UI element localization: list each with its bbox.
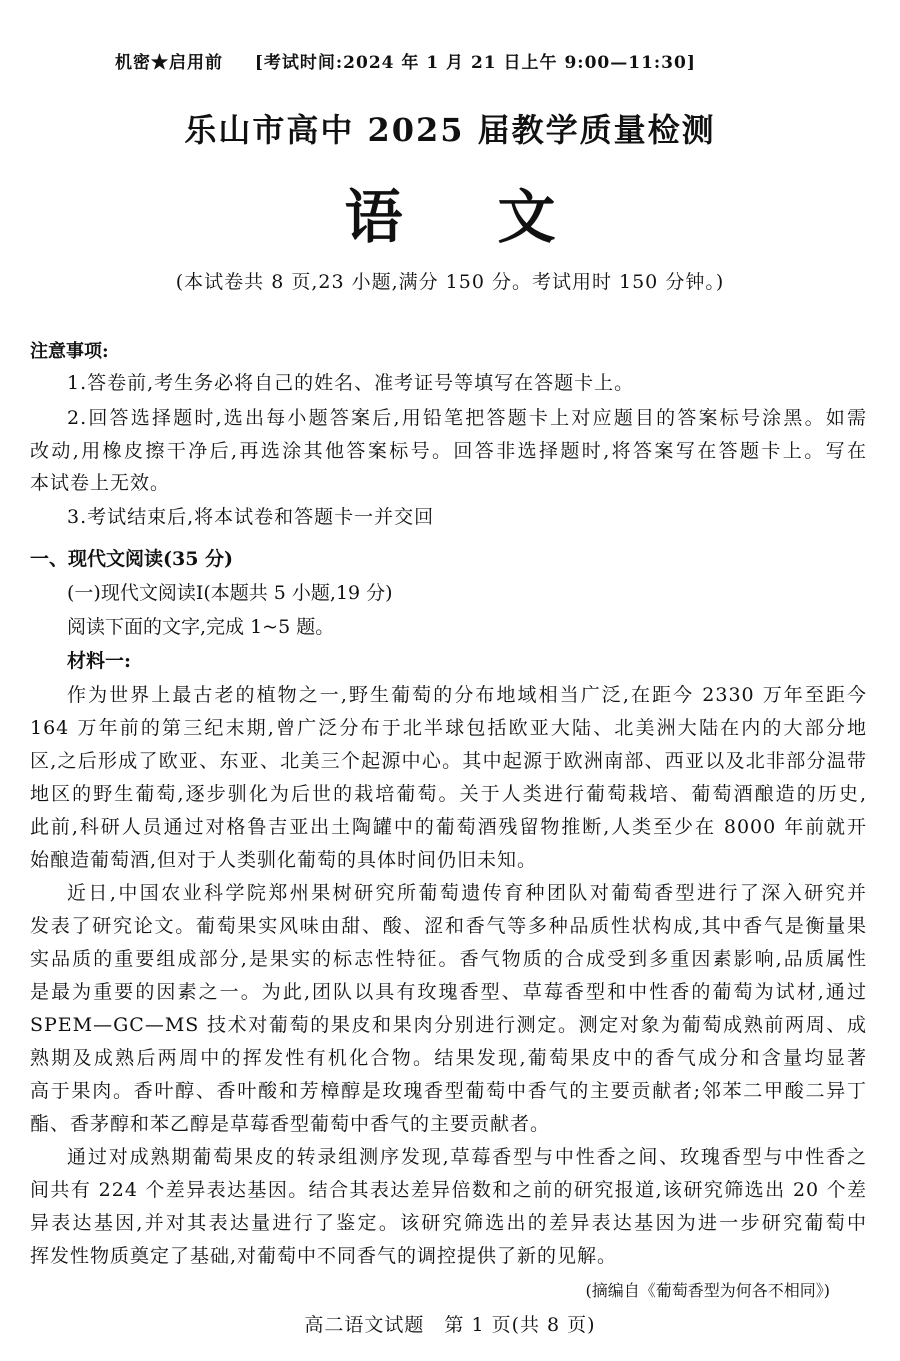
- passage-line: 熟期及成熟后两周中的挥发性有机化合物。结果发现,葡萄果皮中的香气成分和含量均显著: [30, 1047, 867, 1069]
- exam-header-line: [115, 48, 696, 73]
- passage-line: 实品质的重要组成部分,是果实的标志性特征。香气物质的合成受到多重因素影响,品质属性: [30, 948, 867, 970]
- passage-line: 地区的野生葡萄,逐步驯化为后世的栽培葡萄。关于人类进行葡萄栽培、葡萄酒酿造的历史,: [30, 783, 867, 805]
- passage-line: 通过对成熟期葡萄果皮的转录组测序发现,草莓香型与中性香之间、玫瑰香型与中性香之: [67, 1146, 867, 1168]
- notes-heading: 注意事项:: [30, 341, 109, 362]
- passage-line: 挥发性物质奠定了基础,对葡萄中不同香气的调控提供了新的见解。: [30, 1245, 618, 1267]
- passage-line: 作为世界上最古老的植物之一,野生葡萄的分布地域相当广泛,在距今 2330 万年至距今: [67, 684, 867, 706]
- passage-line: 酯、香茅醇和苯乙醇是草莓香型葡萄中香气的主要贡献者。: [30, 1113, 551, 1135]
- passage-line: 164 万年前的第三纪末期,曾广泛分布于北半球包括欧亚大陆、北美洲大陆在内的大部分地: [30, 717, 867, 739]
- section-sub-heading: (一)现代文阅读Ⅰ(本题共 5 小题,19 分): [67, 582, 393, 604]
- section-heading: 一、现代文阅读(35 分): [30, 548, 234, 570]
- reading-instruction: 阅读下面的文字,完成 1~5 题。: [67, 616, 335, 638]
- passage-line: 异表达基因,并对其表达量进行了鉴定。该研究筛选出的差异表达基因为进一步研究葡萄中: [30, 1212, 867, 1234]
- exam-time: [考试时间:2024 年 1 月 21 日上午 9:00—11:30]: [254, 53, 696, 73]
- notes-item-2-line-2: 改动,用橡皮擦干净后,再选涂其他答案标号。回答非选择题时,将答案写在答题卡上。写在: [30, 440, 867, 462]
- page-footer: 高二语文试题 第 1 页(共 8 页): [304, 1314, 596, 1336]
- notes-item-1: 1.答卷前,考生务必将自己的姓名、准考证号等填写在答题卡上。: [67, 372, 635, 394]
- passage-line: 发表了研究论文。葡萄果实风味由甜、酸、涩和香气等多种品质性状构成,其中香气是衡量果: [30, 915, 867, 937]
- passage-line: 间共有 224 个差异表达基因。结合其表达差异倍数和之前的研究报道,该研究筛选出 20 个差: [30, 1179, 867, 1201]
- passage-line: 是最为重要的因素之一。为此,团队以具有玫瑰香型、草莓香型和中性香的葡萄为试材,通过: [30, 981, 867, 1003]
- subject-title: [0, 170, 900, 254]
- passage-line: SPEM—GC—MS 技术对葡萄的果皮和果肉分别进行测定。测定对象为葡萄成熟前两周、成: [30, 1014, 867, 1036]
- passage-source: (摘编自《葡萄香型为何各不相同》): [585, 1281, 830, 1300]
- subject-char-2: 文: [497, 183, 556, 251]
- passage-line: 此前,科研人员通过对格鲁吉亚出土陶罐中的葡萄酒残留物推断,人类至少在 8000 年前就开: [30, 816, 867, 838]
- exam-info: (本试卷共 8 页,23 小题,满分 150 分。考试用时 150 分钟。): [175, 271, 725, 293]
- notes-item-2-line-1: 2.回答选择题时,选出每小题答案后,用铅笔把答题卡上对应题目的答案标号涂黑。如需: [67, 407, 867, 429]
- confidential-label: 机密★启用前: [115, 53, 223, 73]
- subject-char-1: 语: [344, 183, 403, 251]
- notes-item-3: 3.考试结束后,将本试卷和答题卡一并交回: [67, 506, 435, 528]
- passage-line: 高于果肉。香叶醇、香叶酸和芳樟醇是玫瑰香型葡萄中香气的主要贡献者;邻苯二甲酸二异丁: [30, 1080, 867, 1102]
- page-title: 乐山市高中 2025 届教学质量检测: [184, 111, 716, 149]
- passage-line: 区,之后形成了欧亚、东亚、北美三个起源中心。其中起源于欧洲南部、西亚以及北非部分温带: [30, 750, 867, 772]
- material-label: 材料一:: [67, 650, 132, 672]
- passage-line: 始酿造葡萄酒,但对于人类驯化葡萄的具体时间仍旧未知。: [30, 849, 538, 871]
- notes-item-2-line-3: 本试卷上无效。: [30, 472, 171, 494]
- passage-line: 近日,中国农业科学院郑州果树研究所葡萄遗传育种团队对葡萄香型进行了深入研究并: [67, 882, 867, 904]
